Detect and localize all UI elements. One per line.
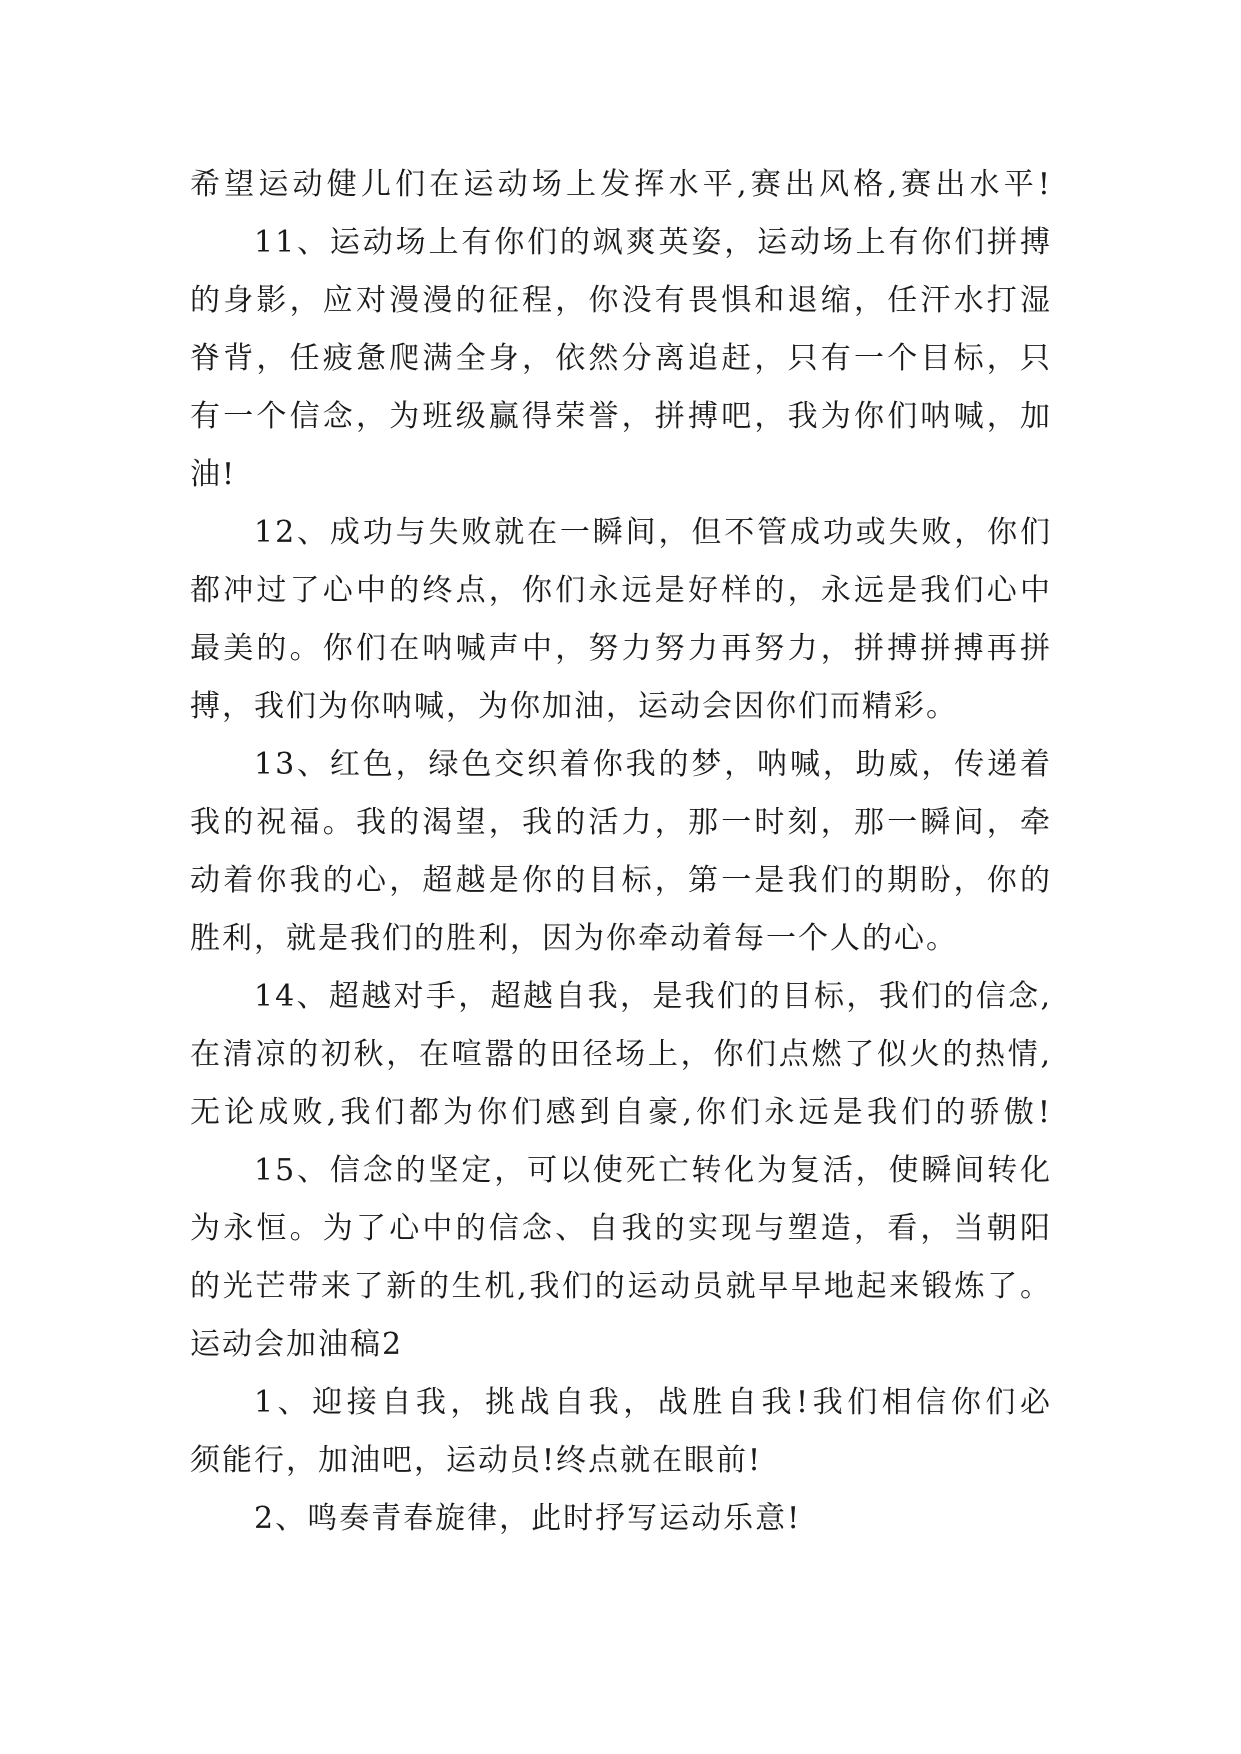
text-line: 为永恒。为了心中的信念、自我的实现与塑造，看，当朝阳: [190, 1211, 1052, 1246]
text-line: 14、超越对手，超越自我，是我们的目标，我们的信念,: [254, 979, 1052, 1014]
text-line: 13、红色，绿色交织着你我的梦，呐喊，助威，传递着: [254, 747, 1052, 782]
text-line: 脊背，任疲惫爬满全身，依然分离追赶，只有一个目标，只: [190, 341, 1052, 376]
text-line: 的光芒带来了新的生机,我们的运动员就早早地起来锻炼了。: [190, 1269, 1052, 1304]
text-line: 都冲过了心中的终点，你们永远是好样的，永远是我们心中: [190, 573, 1052, 608]
text-line: 油!: [190, 457, 237, 492]
text-line: 2、鸣奏青春旋律，此时抒写运动乐意!: [254, 1501, 802, 1536]
text-line: 须能行，加油吧，运动员!终点就在眼前!: [190, 1443, 763, 1478]
text-line: 希望运动健儿们在运动场上发挥水平,赛出风格,赛出水平!: [190, 167, 1052, 202]
text-line: 的身影，应对漫漫的征程，你没有畏惧和退缩，任汗水打湿: [190, 283, 1052, 318]
text-line: 搏，我们为你呐喊，为你加油，运动会因你们而精彩。: [190, 689, 958, 724]
text-line: 在清凉的初秋，在喧嚣的田径场上，你们点燃了似火的热情,: [190, 1037, 1052, 1072]
section-heading: 运动会加油稿2: [190, 1327, 404, 1362]
text-line: 1、迎接自我，挑战自我，战胜自我!我们相信你们必: [254, 1385, 1052, 1420]
text-line: 胜利，就是我们的胜利，因为你牵动着每一个人的心。: [190, 921, 958, 956]
text-line: 有一个信念，为班级赢得荣誉，拼搏吧，我为你们呐喊，加: [190, 399, 1052, 434]
text-line: 12、成功与失败就在一瞬间，但不管成功或失败，你们: [254, 515, 1052, 550]
text-line: 11、运动场上有你们的飒爽英姿，运动场上有你们拼搏: [254, 225, 1052, 260]
text-line: 无论成败,我们都为你们感到自豪,你们永远是我们的骄傲!: [190, 1095, 1052, 1130]
document-body: [190, 156, 1052, 1548]
text-line: 最美的。你们在呐喊声中，努力努力再努力，拼搏拼搏再拼: [190, 631, 1052, 666]
text-line: 15、信念的坚定，可以使死亡转化为复活，使瞬间转化: [254, 1153, 1052, 1188]
text-line: 动着你我的心，超越是你的目标，第一是我们的期盼，你的: [190, 863, 1052, 898]
text-line: 我的祝福。我的渴望，我的活力，那一时刻，那一瞬间，牵: [190, 805, 1052, 840]
